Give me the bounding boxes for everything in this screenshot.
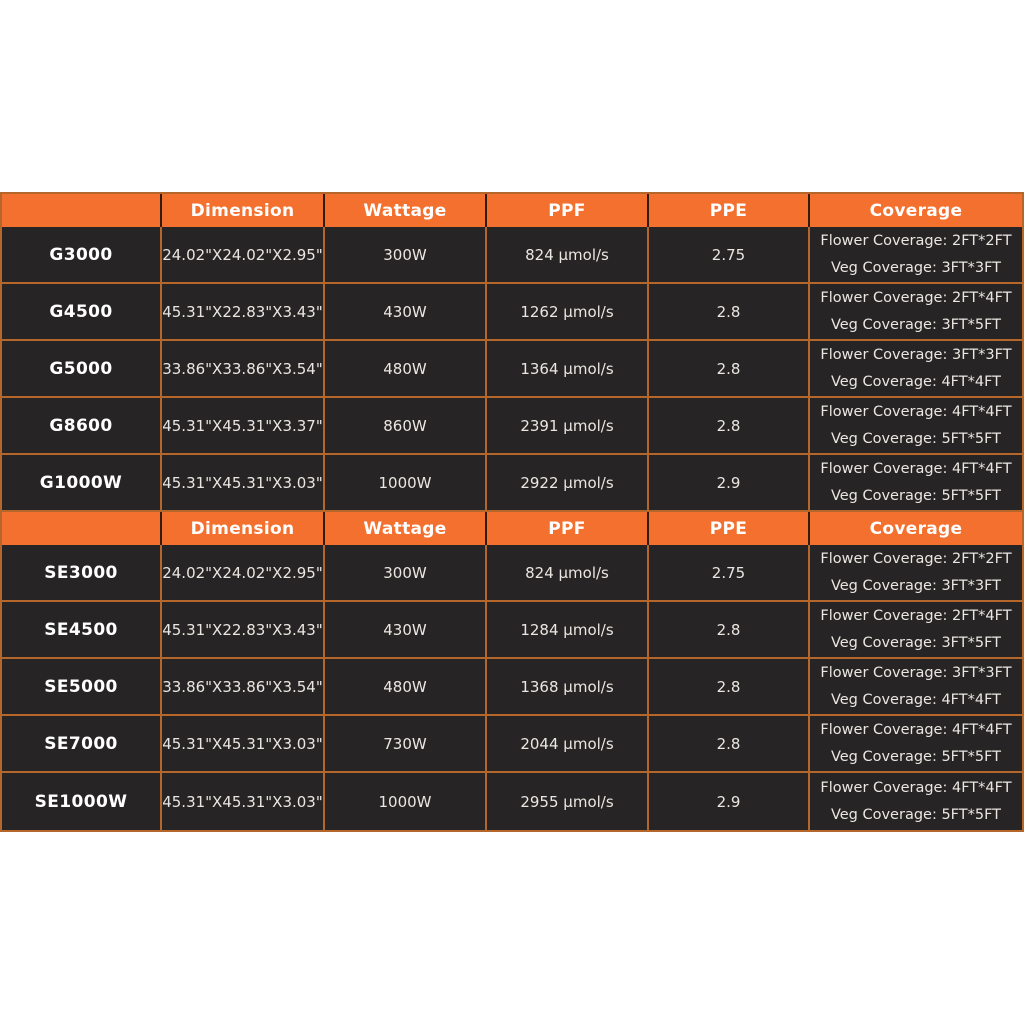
model-cell: G8600 <box>2 398 162 455</box>
ppe-cell: 2.75 <box>649 227 810 284</box>
wattage-cell: 1000W <box>325 773 487 830</box>
flower-coverage-text: Flower Coverage: 3FT*3FT <box>820 346 1012 363</box>
header-ppf: PPF <box>487 512 649 545</box>
veg-coverage-text: Veg Coverage: 3FT*3FT <box>830 577 1002 594</box>
model-cell: SE7000 <box>2 716 162 773</box>
header-model <box>2 512 162 545</box>
flower-coverage-text: Flower Coverage: 2FT*2FT <box>820 550 1012 567</box>
ppf-cell: 2922 µmol/s <box>487 455 649 512</box>
ppf-cell: 2044 µmol/s <box>487 716 649 773</box>
model-cell: G3000 <box>2 227 162 284</box>
ppf-cell: 2955 µmol/s <box>487 773 649 830</box>
header-wattage: Wattage <box>325 512 487 545</box>
model-cell: G1000W <box>2 455 162 512</box>
header-coverage: Coverage <box>810 194 1022 227</box>
ppe-cell: 2.8 <box>649 341 810 398</box>
model-cell: SE4500 <box>2 602 162 659</box>
flower-coverage-text: Flower Coverage: 4FT*4FT <box>820 403 1012 420</box>
dimension-cell: 45.31"X45.31"X3.37" <box>162 398 325 455</box>
ppf-cell: 1368 µmol/s <box>487 659 649 716</box>
wattage-cell: 430W <box>325 602 487 659</box>
flower-coverage-text: Flower Coverage: 2FT*4FT <box>820 607 1012 624</box>
header-dimension: Dimension <box>162 194 325 227</box>
coverage-cell <box>810 341 1022 398</box>
veg-coverage-text: Veg Coverage: 5FT*5FT <box>830 806 1002 823</box>
model-cell: SE1000W <box>2 773 162 830</box>
dimension-cell: 33.86"X33.86"X3.54" <box>162 659 325 716</box>
coverage-cell <box>810 284 1022 341</box>
veg-coverage-text: Veg Coverage: 5FT*5FT <box>830 487 1002 504</box>
flower-coverage-text: Flower Coverage: 4FT*4FT <box>820 779 1012 796</box>
veg-coverage-text: Veg Coverage: 3FT*5FT <box>830 634 1002 651</box>
wattage-cell: 1000W <box>325 455 487 512</box>
dimension-cell: 24.02"X24.02"X2.95" <box>162 545 325 602</box>
ppf-cell: 2391 µmol/s <box>487 398 649 455</box>
ppe-cell: 2.9 <box>649 773 810 830</box>
dimension-cell: 33.86"X33.86"X3.54" <box>162 341 325 398</box>
dimension-cell: 45.31"X45.31"X3.03" <box>162 773 325 830</box>
flower-coverage-text: Flower Coverage: 4FT*4FT <box>820 460 1012 477</box>
header-ppf: PPF <box>487 194 649 227</box>
veg-coverage-text: Veg Coverage: 4FT*4FT <box>830 373 1002 390</box>
coverage-cell <box>810 659 1022 716</box>
wattage-cell: 860W <box>325 398 487 455</box>
dimension-cell: 45.31"X45.31"X3.03" <box>162 716 325 773</box>
ppf-cell: 824 µmol/s <box>487 545 649 602</box>
ppe-cell: 2.8 <box>649 398 810 455</box>
wattage-cell: 480W <box>325 659 487 716</box>
dimension-cell: 45.31"X22.83"X3.43" <box>162 284 325 341</box>
wattage-cell: 430W <box>325 284 487 341</box>
table-section <box>2 512 1022 830</box>
coverage-cell <box>810 716 1022 773</box>
header-ppe: PPE <box>649 194 810 227</box>
wattage-cell: 730W <box>325 716 487 773</box>
wattage-cell: 300W <box>325 227 487 284</box>
header-coverage: Coverage <box>810 512 1022 545</box>
model-cell: G5000 <box>2 341 162 398</box>
table-section <box>2 194 1022 512</box>
wattage-cell: 480W <box>325 341 487 398</box>
wattage-cell: 300W <box>325 545 487 602</box>
model-cell: G4500 <box>2 284 162 341</box>
veg-coverage-text: Veg Coverage: 5FT*5FT <box>830 430 1002 447</box>
coverage-cell <box>810 773 1022 830</box>
ppf-cell: 1284 µmol/s <box>487 602 649 659</box>
header-ppe: PPE <box>649 512 810 545</box>
ppf-cell: 1364 µmol/s <box>487 341 649 398</box>
coverage-cell <box>810 545 1022 602</box>
ppf-cell: 824 µmol/s <box>487 227 649 284</box>
flower-coverage-text: Flower Coverage: 2FT*2FT <box>820 232 1012 249</box>
ppe-cell: 2.8 <box>649 716 810 773</box>
ppe-cell: 2.8 <box>649 602 810 659</box>
veg-coverage-text: Veg Coverage: 3FT*5FT <box>830 316 1002 333</box>
veg-coverage-text: Veg Coverage: 3FT*3FT <box>830 259 1002 276</box>
header-dimension: Dimension <box>162 512 325 545</box>
ppf-cell: 1262 µmol/s <box>487 284 649 341</box>
coverage-cell <box>810 398 1022 455</box>
flower-coverage-text: Flower Coverage: 4FT*4FT <box>820 721 1012 738</box>
model-cell: SE5000 <box>2 659 162 716</box>
header-model <box>2 194 162 227</box>
coverage-cell <box>810 227 1022 284</box>
dimension-cell: 45.31"X45.31"X3.03" <box>162 455 325 512</box>
ppe-cell: 2.75 <box>649 545 810 602</box>
ppe-cell: 2.9 <box>649 455 810 512</box>
spec-table <box>0 192 1024 832</box>
ppe-cell: 2.8 <box>649 284 810 341</box>
model-cell: SE3000 <box>2 545 162 602</box>
coverage-cell <box>810 602 1022 659</box>
veg-coverage-text: Veg Coverage: 5FT*5FT <box>830 748 1002 765</box>
veg-coverage-text: Veg Coverage: 4FT*4FT <box>830 691 1002 708</box>
header-wattage: Wattage <box>325 194 487 227</box>
flower-coverage-text: Flower Coverage: 2FT*4FT <box>820 289 1012 306</box>
flower-coverage-text: Flower Coverage: 3FT*3FT <box>820 664 1012 681</box>
dimension-cell: 45.31"X22.83"X3.43" <box>162 602 325 659</box>
ppe-cell: 2.8 <box>649 659 810 716</box>
dimension-cell: 24.02"X24.02"X2.95" <box>162 227 325 284</box>
coverage-cell <box>810 455 1022 512</box>
